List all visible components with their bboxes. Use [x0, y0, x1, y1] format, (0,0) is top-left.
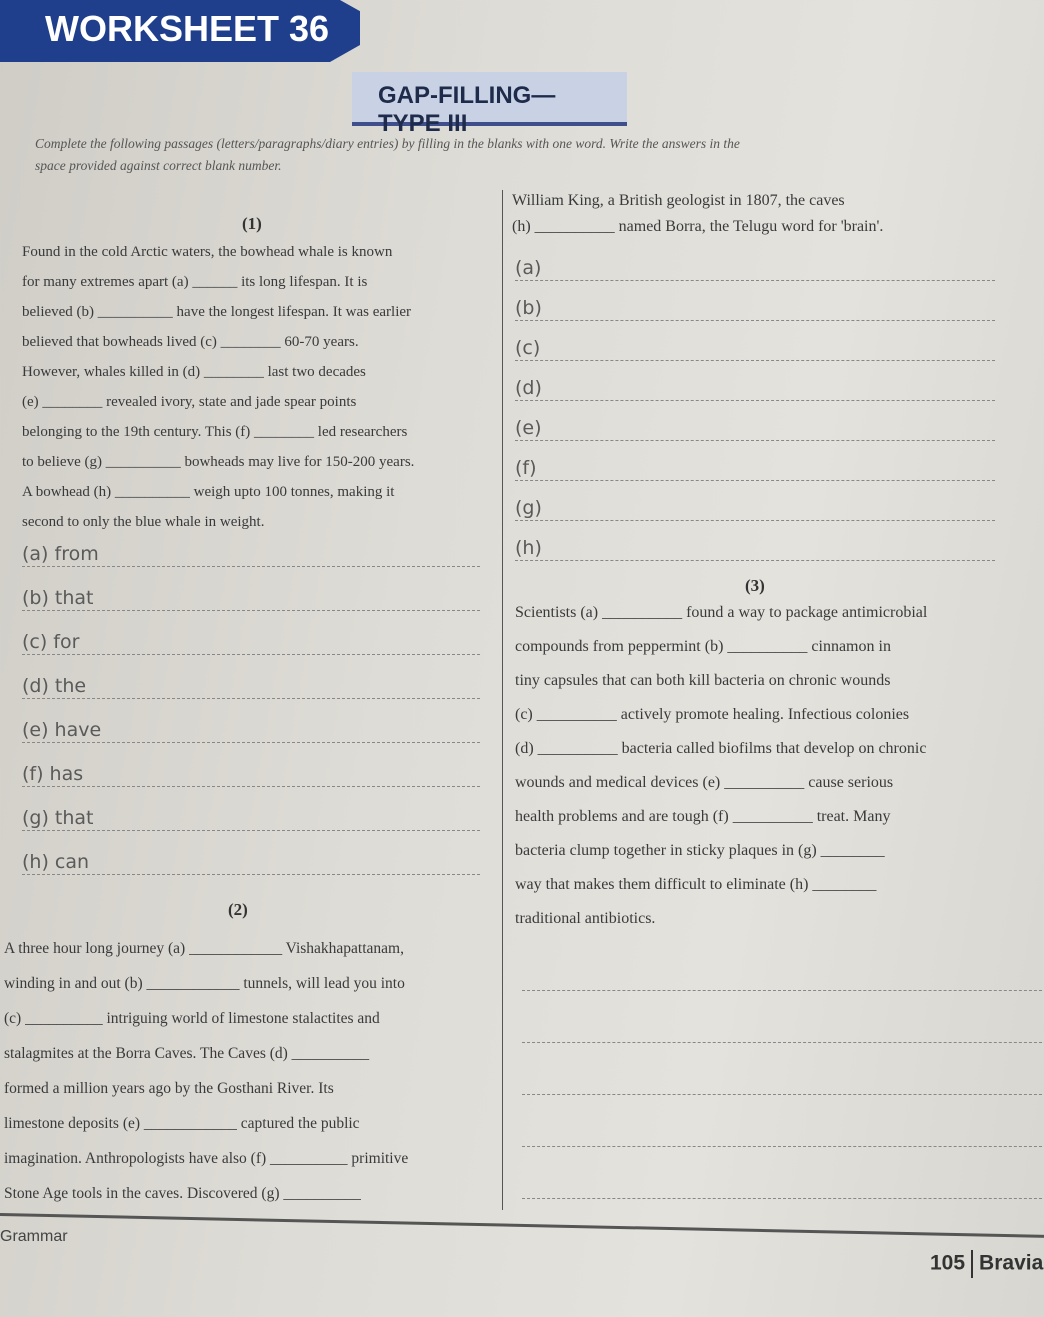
passage-line: (c) __________ actively promote healing. Infectious colonies [515, 706, 910, 723]
passage-line: health problems and are tough (f) __________ treat. Many [515, 808, 891, 825]
answer-field[interactable]: (e) [515, 416, 995, 441]
column-divider [502, 190, 503, 1210]
passage-line: believed that bowheads lived (c) ________ 60-70 years. [22, 334, 359, 350]
passage-2-number: (2) [228, 900, 248, 919]
passage-line: belonging to the 19th century. This (f) ________ led researchers [22, 424, 408, 440]
answer-field[interactable]: (d) [515, 376, 995, 401]
passage-line: way that makes them difficult to eliminate (h) ________ [515, 876, 877, 893]
passage-line: Stone Age tools in the caves. Discovered (g) __________ [4, 1185, 361, 1202]
passage-line: (c) __________ intriguing world of limestone stalactites and [4, 1010, 380, 1027]
passage-line: A three hour long journey (a) ____________ Vishakhapattanam, [4, 940, 404, 957]
passage-line: Scientists (a) __________ found a way to package antimicrobial [515, 604, 928, 621]
passage-line: imagination. Anthropologists have also (f) __________ primitive [4, 1150, 409, 1167]
passage-line: stalagmites at the Borra Caves. The Caves (d) __________ [4, 1045, 370, 1062]
passage-line: A bowhead (h) __________ weigh upto 100 tonnes, making it [22, 484, 395, 500]
worksheet-title: WORKSHEET 36 [45, 8, 330, 49]
instructions-line-2: space provided against correct blank number. [35, 158, 282, 173]
answer-field[interactable]: (a) from [22, 542, 480, 567]
passage-line: traditional antibiotics. [515, 910, 656, 927]
passage-line: wounds and medical devices (e) __________ cause serious [515, 774, 894, 791]
page-number: 105 [930, 1251, 966, 1275]
answer-field[interactable]: (c) for [22, 630, 480, 655]
passage-line: compounds from peppermint (b) __________ cinnamon in [515, 638, 891, 655]
passage-line: second to only the blue whale in weight. [22, 514, 265, 530]
answer-field[interactable]: (c) [515, 336, 995, 361]
answer-field[interactable]: (b) that [22, 586, 480, 611]
answer-field[interactable]: (a) [515, 256, 995, 281]
answer-field[interactable]: (e) have [22, 718, 480, 743]
answer-line[interactable] [522, 1094, 1044, 1095]
passage-line: Found in the cold Arctic waters, the bowhead whale is known [22, 244, 393, 260]
publisher-name: Bravia [979, 1251, 1044, 1275]
section-heading: GAP-FILLING—TYPE III [352, 72, 627, 126]
passage-line: (e) ________ revealed ivory, state and jade spear points [22, 394, 357, 410]
footer-page [930, 1250, 1043, 1278]
passage-line: winding in and out (b) ____________ tunnels, will lead you into [4, 975, 405, 992]
footer-separator [971, 1250, 973, 1278]
answer-field[interactable]: (f) [515, 456, 995, 481]
answer-field[interactable]: (f) has [22, 762, 480, 787]
passage-line: However, whales killed in (d) ________ last two decades [22, 364, 366, 380]
passage-line: bacteria clump together in sticky plaques in (g) ________ [515, 842, 885, 859]
passage-2-continuation-1: William King, a British geologist in 1807, the caves [512, 192, 845, 209]
answer-line[interactable] [522, 990, 1044, 991]
page-bottom-rule [0, 1213, 1044, 1239]
answer-field[interactable]: (d) the [22, 674, 480, 699]
passage-line: (d) __________ bacteria called biofilms that develop on chronic [515, 740, 927, 757]
footer-subject: Grammar [0, 1228, 68, 1245]
answer-line[interactable] [522, 1198, 1044, 1199]
passage-line: for many extremes apart (a) ______ its long lifespan. It is [22, 274, 368, 290]
passage-line: to believe (g) __________ bowheads may live for 150-200 years. [22, 454, 415, 470]
answer-field[interactable]: (h) [515, 536, 995, 561]
passage-2-continuation-2: (h) __________ named Borra, the Telugu word for 'brain'. [512, 218, 884, 235]
answer-field[interactable]: (h) can [22, 850, 480, 875]
passage-line: tiny capsules that can both kill bacteria on chronic wounds [515, 672, 891, 689]
instructions-line-1: Complete the following passages (letters/paragraphs/diary entries) by filling in the blanks with one word. Write the answers in the [35, 136, 740, 151]
passage-line: believed (b) __________ have the longest lifespan. It was earlier [22, 304, 412, 320]
answer-line[interactable] [522, 1146, 1044, 1147]
passage-1-number: (1) [242, 214, 262, 233]
passage-line: formed a million years ago by the Gosthani River. Its [4, 1080, 334, 1097]
passage-3-number: (3) [745, 576, 765, 595]
passage-line: limestone deposits (e) ____________ captured the public [4, 1115, 360, 1132]
answer-field[interactable]: (b) [515, 296, 995, 321]
answer-line[interactable] [522, 1042, 1044, 1043]
answer-field[interactable]: (g) that [22, 806, 480, 831]
answer-field[interactable]: (g) [515, 496, 995, 521]
